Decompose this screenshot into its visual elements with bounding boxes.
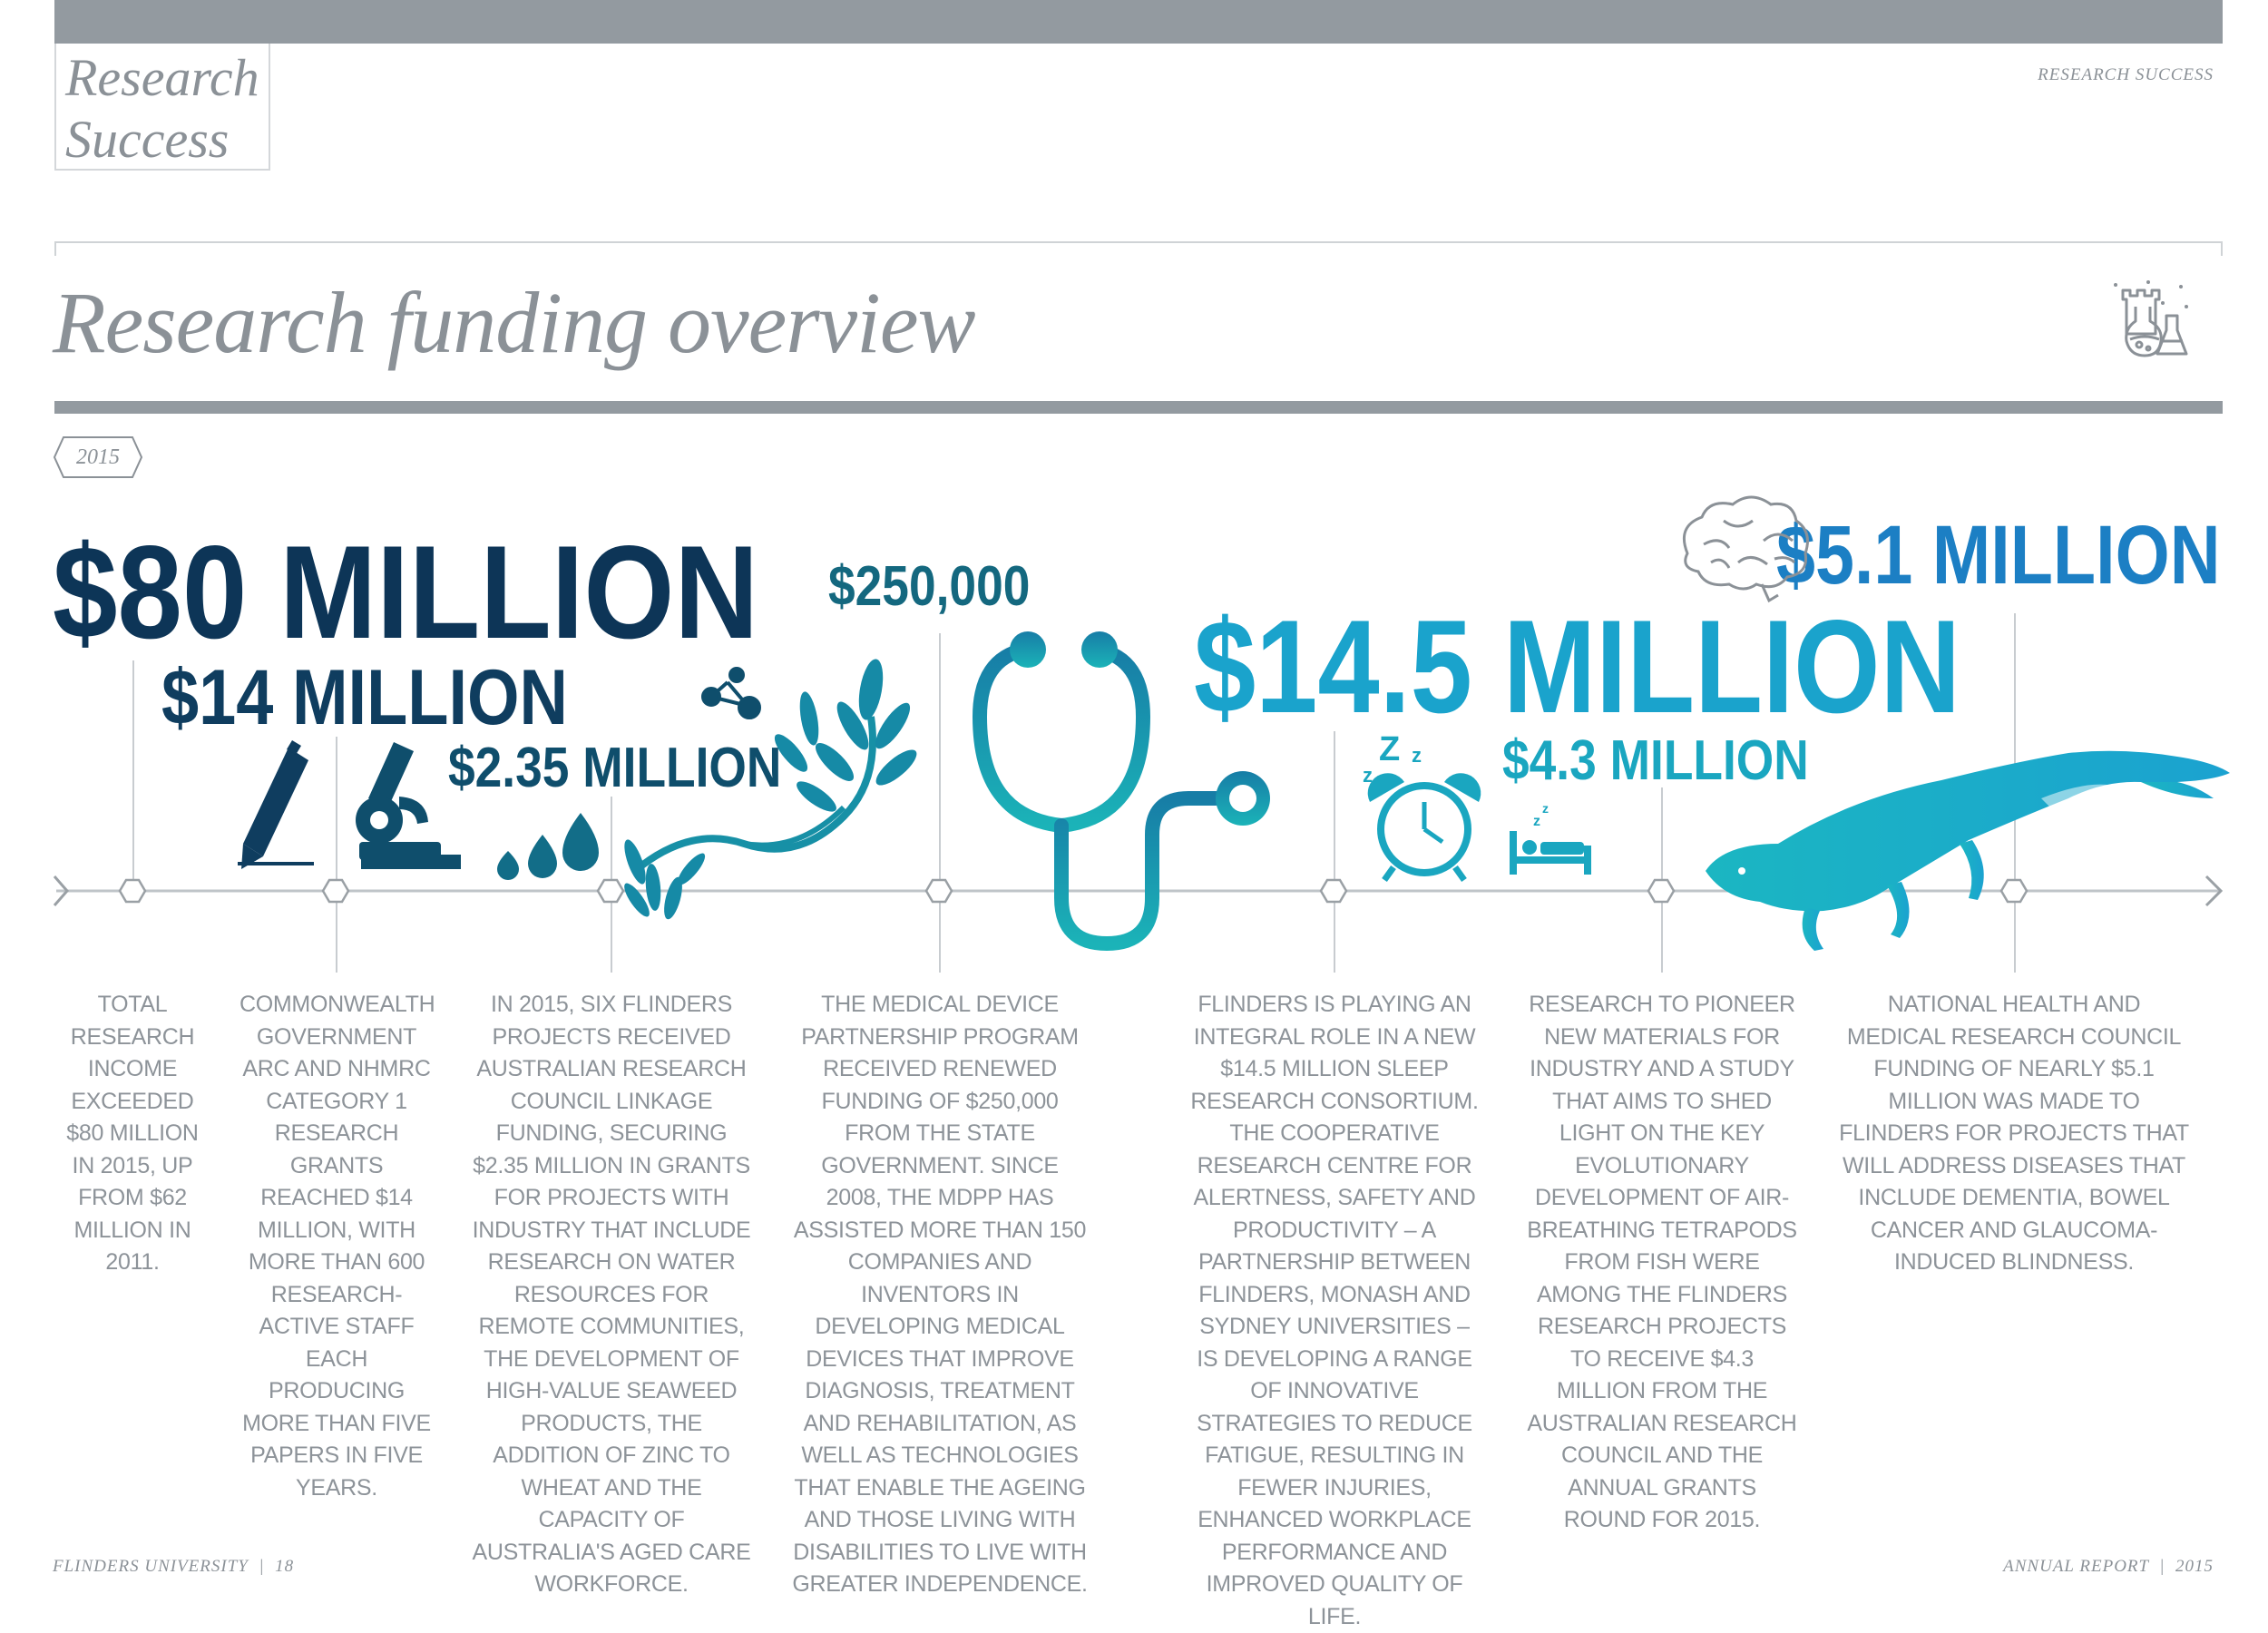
description-sleep: FLINDERS IS PLAYING AN INTEGRAL ROLE IN A NEW $14.5 MILLION SLEEP RESEARCH CONSORTIUM. THE COOPERATIVE RESEARCH CENTRE FOR ALERTNESS, SAFETY AND PRODUCTIVITY – A PARTNERSHIP BETWEEN FLINDERS, MONASH AND SYDNEY UNIVERSITIES – IS DEVELOPING A RANGE OF INNOVATIVE STRATEGIES TO REDUCE FATIGUE, RESULTING IN FEWER INJURIES, ENHANCED WORKPLACE PERFORMANCE AND IMPROVED QUALITY OF LIFE.: [1190, 992, 1479, 1629]
brain-icon: [1684, 497, 1807, 601]
timeline-node: [323, 880, 348, 902]
description-mdpp: THE MEDICAL DEVICE PARTNERSHIP PROGRAM RECEIVED RENEWED FUNDING OF $250,000 FROM THE STATE GOVERNMENT. SINCE 2008, THE MDPP HAS ASSISTED MORE THAN 150 COMPANIES AND INVENTORS IN DEVELOPING MEDICAL DEVICES THAT IMPROVE DIAGNOSIS, TREATMENT AND REHABILITATION, AS WELL AS TECHNOLOGIES THAT ENABLE THE AGEING AND THOSE LIVING WITH DISABILITIES TO LIVE WITH GREATER INDEPENDENCE.: [792, 992, 1088, 1597]
section-title: Research Success: [65, 48, 259, 169]
year-label: 2015: [76, 445, 120, 469]
footer-left: FLINDERS UNIVERSITY | 18: [53, 1557, 295, 1576]
section-tag: RESEARCH SUCCESS: [2038, 65, 2214, 84]
molecule-icon: [703, 669, 759, 718]
tetrapod-fish-icon: [1706, 751, 2230, 951]
seaweed-icon: [621, 657, 922, 921]
svg-text:z: z: [1542, 801, 1549, 816]
description-nhmrc: NATIONAL HEALTH AND MEDICAL RESEARCH COUNCIL FUNDING OF NEARLY $5.1 MILLION WAS MADE TO FLINDERS FOR PROJECTS THAT WILL ADDRESS DISEASES THAT INCLUDE DEMENTIA, BOWEL CANCER AND GLAUCOMA-INDUCED BLINDNESS.: [1839, 992, 2189, 1275]
timeline-node: [1321, 880, 1346, 902]
svg-text:z: z: [1363, 764, 1373, 787]
figure-total: $80 MILLION: [53, 518, 759, 666]
figure-sleep: $14.5 MILLION: [1194, 592, 1961, 740]
description-commonwealth: COMMONWEALTH GOVERNMENT ARC AND NHMRC CATEGORY 1 RESEARCH GRANTS REACHED $14 MILLION, WITH MORE THAN 600 RESEARCH-ACTIVE STAFF EACH PRODUCING MORE THAN FIVE PAPERS IN FIVE YEARS.: [240, 992, 435, 1501]
alarm-clock-icon: [1368, 773, 1481, 880]
footer-right: ANNUAL REPORT | 2015: [2003, 1557, 2214, 1576]
bed-icon: [1510, 801, 1591, 875]
description-total: TOTAL RESEARCH INCOME EXCEEDED $80 MILLION IN 2015, UP FROM $62 MILLION IN 2011.: [66, 992, 199, 1275]
timeline-node: [1648, 880, 1674, 902]
svg-text:z: z: [1412, 744, 1422, 767]
timeline-node: [120, 880, 145, 902]
page-title: Research funding overview: [53, 274, 975, 371]
timeline-node: [2001, 880, 2027, 902]
figure-mdpp: $250,000: [828, 555, 1031, 618]
stethoscope-icon: [980, 650, 1216, 944]
svg-text:Z: Z: [1379, 730, 1401, 768]
microscope-icon: [356, 742, 461, 869]
figure-tetrapods: $4.3 MILLION: [1502, 729, 1809, 792]
svg-text:z: z: [1533, 814, 1540, 829]
timeline-node: [598, 880, 623, 902]
timeline-node: [926, 880, 952, 902]
water-drops-icon: [497, 813, 599, 880]
figure-commonwealth: $14 MILLION: [161, 654, 568, 741]
description-tetrapods: RESEARCH TO PIONEER NEW MATERIALS FOR INDUSTRY AND A STUDY THAT AIMS TO SHED LIGHT ON THE KEY EVOLUTIONARY DEVELOPMENT OF AIR-BREATHING TETRAPODS FROM FISH WERE AMONG THE FLINDERS RESEARCH PROJECTS TO RECEIVE $4.3 MILLION FROM THE AUSTRALIAN RESEARCH COUNCIL AND THE ANNUAL GRANTS ROUND FOR 2015.: [1527, 992, 1797, 1532]
figure-linkage: $2.35 MILLION: [448, 737, 782, 799]
figure-nhmrc: $5.1 MILLION: [1776, 509, 2221, 601]
pencil-icon: [238, 740, 314, 869]
description-linkage: IN 2015, SIX FLINDERS PROJECTS RECEIVED AUSTRALIAN RESEARCH COUNCIL LINKAGE FUNDING, SECURING $2.35 MILLION IN GRANTS FOR PROJECTS WITH INDUSTRY THAT INCLUDE RESEARCH ON WATER RESOURCES FOR REMOTE COMMUNITIES, THE DEVELOPMENT OF HIGH-VALUE SEAWEED PRODUCTS, THE ADDITION OF ZINC TO WHEAT AND THE CAPACITY OF AUSTRALIA'S AGED CARE WORKFORCE.: [472, 992, 751, 1597]
